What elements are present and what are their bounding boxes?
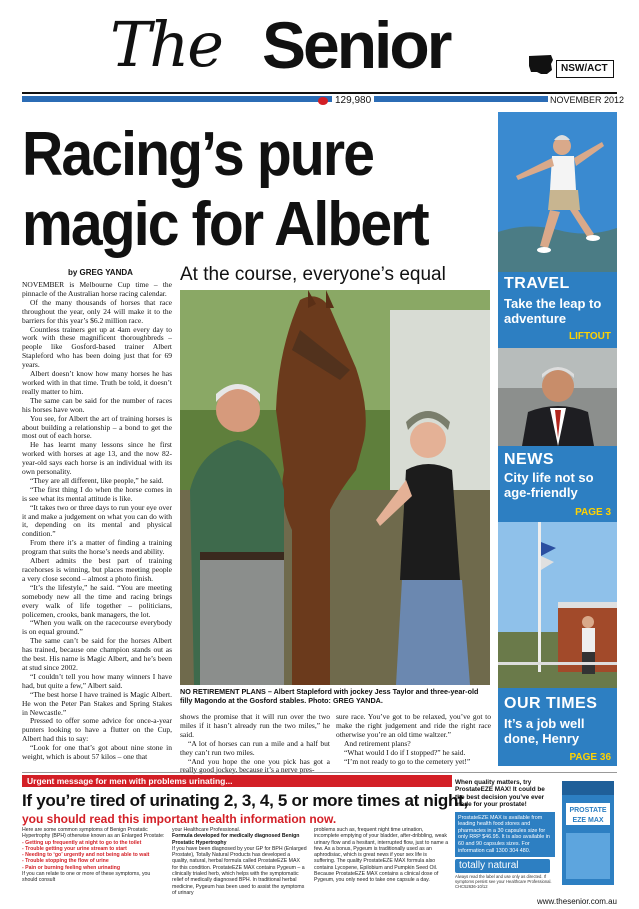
paragraph: “They are all different, like people,” he said.: [30, 475, 164, 485]
headline-line-2: magic for Albert: [22, 190, 428, 259]
paragraph: Pressed to offer some advice for once-a-year punters looking to have a flutter on the Cup, Albert had this to say:: [22, 716, 172, 744]
page-headline: [22, 120, 454, 260]
headline-line-1: Racing’s pure: [22, 120, 374, 189]
paragraph: “What would I do if I stopped?” he said.: [344, 747, 466, 757]
pack-line-1: PROSTATE: [569, 807, 607, 814]
paragraph: And retirement plans?: [344, 738, 411, 748]
ad-offer-title: When quality matters, try ProstateEZE MAX! It could be the best decision you’ve ever made for your prostate!: [455, 779, 545, 809]
paragraph: The same can’t be said for the horses Albert has trained, because one champion stands out as the best. His name is Magic Albert, and he’s been at stud since 2002.: [22, 636, 172, 672]
ad-offer-panel: [455, 779, 555, 857]
ad-intro: Here are some common symptoms of Benign Prostatic Hypertrophy (BPH) otherwise known as an Enlarged Prostate:: [22, 827, 165, 840]
paragraph: “It takes two or three days to run your eye over it and make a judgement on what you can do with it, depending on its mental and physical condition.”: [22, 502, 172, 539]
ad-col3-text: problems such as, frequent night time urination, incomplete emptying of your bladder, after-dribbling, weak urinary flow and a hesitant, interrupted flow, just to name a few. As a bonus, Pygeum is traditionally used as an aphrodisiac, which is great news if your sex life is suffering. The quality ProstateEZE MAX formula also contains Lycopene, Epilobium and Pumpkin Seed Oil. Because ProstateEZE MAX contains a clinical dose of Pygeum, you only need to take one capsule a day.: [314, 827, 449, 884]
travel-teaser-headline[interactable]: Take the leap to adventure: [504, 296, 602, 326]
ad-column-3: [314, 827, 449, 884]
ad-outro: If you can relate to one or more of these symptoms, you should consult: [22, 871, 151, 884]
masthead-rule: [22, 92, 617, 94]
article-column-1: [22, 281, 172, 761]
paragraph: “I’m not ready to go to the cemetery yet!”: [344, 756, 471, 766]
sidebar-teasers: [498, 112, 617, 766]
paragraph: “Look for one that’s got about nine stone in weight, which is about 57 kilos – one that: [22, 743, 172, 761]
travel-page-ref: LIFTOUT: [568, 331, 611, 342]
paragraph: “And you hope the one you pick has got a really good jockey, because it’s a nerve pres-: [180, 756, 330, 775]
masthead-the: The: [110, 8, 222, 81]
edition-label: NSW/ACT: [556, 60, 614, 78]
paragraph: The same can be said for the number of races his horses have won.: [22, 395, 172, 414]
ad-col2-top: your Healthcare Professional.: [172, 827, 241, 833]
ad-symptom: - Pain or burning feeling when urinating: [22, 864, 120, 871]
ad-subheadline: you should read this important health information now.: [22, 812, 337, 826]
ad-offer-box: ProstateEZE MAX is available from leading health food stores and pharmacies in a 30 capsules size for only RRP $46.95. It is also available in 60 and 90 capsules sizes. For information call 1300 304 480.: [455, 812, 555, 858]
main-photo[interactable]: [180, 290, 490, 685]
circulation-count: 129,980: [332, 95, 374, 106]
travel-section-label: TRAVEL: [504, 275, 570, 292]
paragraph: “I couldn’t tell you how many winners I have had, but quite a few,” Albert said.: [22, 671, 172, 690]
article-column-2: [180, 713, 330, 775]
article-subheading: At the course, everyone’s equal: [180, 264, 446, 285]
paragraph: You see, for Albert the art of training horses is about building a relationship – a bond to get the most out of each horse.: [22, 413, 172, 441]
photo-caption: NO RETIREMENT PLANS – Albert Stapleford with jockey Jess Taylor and three-year-old filly Magondo at the Gosford stables. Photo: GREG YANDA.: [180, 687, 479, 705]
ad-headline: If you’re tired of urinating 2, 3, 4, 5 or more times at night,: [22, 791, 468, 810]
ad-symptom: - Getting up frequently at night to go to the toilet: [22, 839, 142, 846]
masthead: [0, 0, 639, 106]
paragraph: From there it’s a matter of finding a training program that suits the horse’s needs and ability.: [22, 538, 172, 557]
paragraph: “A lot of horses can run a mile and a half but they can’t run two miles.: [180, 738, 330, 757]
paragraph: “The best horse I have trained is Magic Albert. He won the Peter Pan Stakes and Spring Stakes in Newcastle.”: [22, 689, 172, 717]
pack-line-2: EZE MAX: [572, 817, 604, 824]
advertisement[interactable]: [22, 772, 617, 894]
our-times-photo[interactable]: [498, 522, 617, 688]
paragraph: sure race. You’ve got to be relaxed, you’ve got to make the right judgement and ride the right race otherwise you’re an old time waltzer.”: [336, 712, 491, 739]
paragraph: Countless trainers get up at 4am every day to work with these magnificent thoroughbreds – people like Gosford-based trainer Albert Stapleford who has been doing just that for 69 years.: [22, 324, 172, 370]
paragraph: Albert doesn’t know how many horses he has worked with in that time. Truth be told, it doesn’t really matter to him.: [22, 369, 172, 396]
ad-column-1: [22, 827, 167, 884]
paragraph: He has learnt many lessons since he first worked with horses at age 13, and the now 82-year-old says each horse is an individual with its own personality.: [22, 440, 172, 477]
nsw-map-icon: [527, 52, 555, 78]
our-times-section-label: OUR TIMES: [504, 695, 598, 712]
news-teaser-headline[interactable]: City life not so age-friendly: [504, 470, 594, 500]
paragraph: shows the promise that it will run over the two miles if it hasn’t already run the two miles,” he said.: [180, 712, 330, 739]
totally-natural-logo: totally natural: [455, 859, 550, 873]
paragraph: “The first thing I do when the horse comes in is see what its mental attitude is like.: [22, 484, 172, 503]
ad-fine-print: Always read the label and use only as directed. If symptoms persist see your Healthcare Professional. CHC52636-10/12: [455, 874, 552, 889]
paragraph: NOVEMBER is Melbourne Cup time – the pinnacle of the Australian horse racing calendar.: [22, 281, 172, 298]
masthead-senior: Senior: [262, 8, 450, 82]
ad-col2-text: If you have been diagnosed by your GP for BPH (Enlarged Prostate), Totally Natural Products has developed a quality, natural, herbal formula called ProstateEZE MAX for this condition. ProstateEZE MAX contains Pygeum – a clinically trialed herb, which helps with the symptomatic relief of medically diagnosed BPH. In traditional herbal medicine, Pygeum has been used to assist the symptoms of urinary: [172, 845, 307, 896]
article-column-3: [336, 713, 491, 766]
issue-date: NOVEMBER 2012: [550, 95, 625, 105]
ad-col2-heading: Formula developed for medically diagnosed Benign Prostatic Hypertrophy: [172, 833, 300, 846]
ad-column-2: [172, 827, 307, 896]
product-pack-image: [560, 777, 616, 889]
paragraph: Albert admits the best part of training racehorses is winning, but places meeting people a very close second – almost a photo finish.: [22, 556, 172, 583]
travel-photo[interactable]: [498, 112, 617, 272]
byline: by GREG YANDA: [68, 268, 133, 277]
circulation-icon: [318, 97, 328, 105]
paragraph: Of the many thousands of horses that race throughout the year, only 24 will make it to the barriers for this year’s $6.2 million race.: [22, 297, 172, 325]
ad-symptom: - Trouble getting your urine stream to start: [22, 845, 127, 852]
website-link[interactable]: www.thesenior.com.au: [536, 897, 617, 906]
news-section-label: NEWS: [504, 451, 554, 468]
news-page-ref: PAGE 3: [575, 507, 611, 518]
ad-symptom: - Trouble stopping the flow of urine: [22, 858, 109, 865]
paragraph: “It’s the lifestyle,” he said. “You are meeting somebody new all the time and racing brings every walk of life together – politicians, policemen, crooks, bank managers, the lot.: [22, 582, 172, 619]
paragraph: “When you walk on the racecourse everybody is on equal ground.”: [22, 618, 172, 637]
news-photo[interactable]: [498, 348, 617, 446]
our-times-teaser-headline[interactable]: It’s a job well done, Henry: [504, 716, 585, 746]
ad-banner: Urgent message for men with problems urinating...: [22, 775, 452, 787]
ad-symptom: - Needing to ‘go’ urgently and not being able to wait: [22, 852, 150, 859]
our-times-page-ref: PAGE 36: [569, 752, 611, 763]
